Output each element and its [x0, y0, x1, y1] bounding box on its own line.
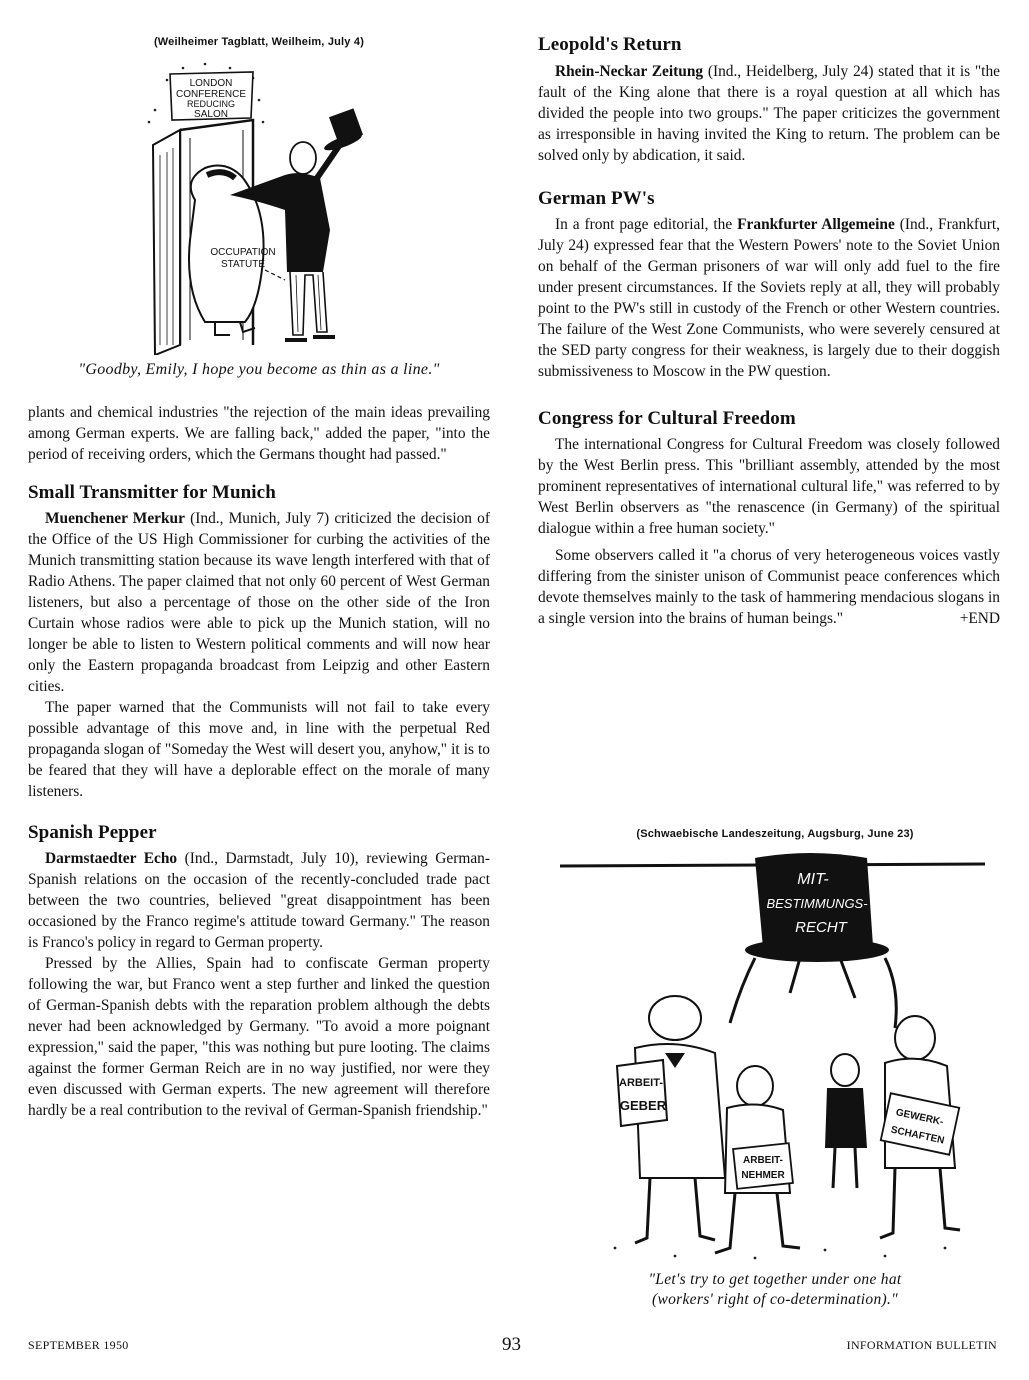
paragraph-text: In a front page editorial, the [555, 216, 738, 233]
paragraph [538, 545, 1000, 629]
paragraph: The international Congress for Cultural Freedom was closely followed by the West Berlin press. This "brilliant assembly, attended by the most prominent representatives of international cultural life," was referred to by West Berlin observers as "the renascence (in Germany) of the spiritual dialogue within a free human society." [538, 436, 1000, 537]
footer-date: SEPTEMBER 1950 [28, 1338, 129, 1352]
sign-gewerkschaften-1: GEWERK- [894, 1107, 945, 1128]
small-figure [825, 1054, 867, 1188]
intro-paragraph: plants and chemical industries "the rejection of the main ideas prevailing among German experts. We are falling back," added the paper, "into the period of receiving orders, which the Germans thought had passed." [28, 404, 490, 463]
sign-gewerkschaften-2: SCHAFTEN [889, 1124, 946, 1147]
page-number: 93 [502, 1334, 521, 1355]
cartoon1-caption: "Goodby, Emily, I hope you become as thin as a line." [78, 361, 440, 378]
hat-line-3: RECHT [795, 919, 847, 936]
paragraph-text: (Ind., Heidelberg, July 24) stated that it is "the fault of the King alone that there is a royal question at all which has divided the people into two groups." The paper criticizes the government as irresponsible in having invited the King to return. The problem can be solved only by abdication, it said. [538, 63, 1000, 164]
hat-line-1: MIT- [797, 871, 829, 888]
paragraph: Pressed by the Allies, Spain had to confiscate German property following the war, but Franco went a step further and linked the question of German-Spanish debts with the reparation problem although the debts never had been acknowledged by Germany. "To avoid a more poignant expression," said the paper, "this was nothing but pure looting. The claims against the former German Reich are in no way justified, nor were they even discussed with German experts. The new agreement will therefore hardly be a real contribution to the revival of German-Spanish friendship." [28, 955, 490, 1119]
hat-line-2: BESTIMMUNGS- [766, 896, 868, 911]
sign-line-3: REDUCING [186, 99, 236, 109]
sign-line-2: CONFERENCE [175, 89, 247, 100]
union-figure [880, 1016, 960, 1238]
cartoon-credit: (Weilheimer Tagblatt, Weilheim, July 4) [153, 36, 365, 48]
heading-small-transmitter: Small Transmitter for Munich [28, 482, 276, 503]
sign-arbeit-nehmer-2: NEHMER [741, 1170, 785, 1181]
open-door [153, 130, 180, 355]
worker-figure [715, 1066, 800, 1253]
heading-congress-cultural-freedom: Congress for Cultural Freedom [538, 408, 796, 429]
footer-publication: INFORMATION BULLETIN [846, 1338, 997, 1352]
cartoon2-credit: (Schwaebische Landeszeitung, Augsburg, June 23) [636, 828, 914, 840]
statute-label-2: STATUTE [220, 259, 266, 270]
paragraph [28, 508, 490, 697]
heading-leopolds-return: Leopold's Return [538, 34, 682, 55]
co-determination-hat [745, 853, 889, 962]
publication-name: Muenchener Merkur [45, 510, 185, 527]
publication-name: Darmstaedter Echo [45, 850, 178, 867]
caption-line-2: (workers' right of co-determination)." [652, 1291, 898, 1308]
publication-name: Frankfurter Allgemeine [737, 216, 895, 233]
end-mark: +END [959, 610, 1000, 627]
paragraph: The paper warned that the Communists will not fail to take every possible advantage of this move and, in line with the perpetual Red propaganda slogan of "Someday the West will desert you, anyhow," it is to be feared that they will have a deplorable effect on the morale of many listeners. [28, 699, 490, 800]
paragraph [538, 61, 1000, 166]
cartoon2-caption [555, 1270, 995, 1310]
paragraph-text: (Ind., Darmstadt, July 10), reviewing German-Spanish relations on the occasion of the recently-concluded trade pact between the two countries, believed "great disappointment has been occasioned by the Franco regime's attitude toward Germany." The reason is Franco's policy in regard to German property. [28, 850, 490, 951]
paragraph-text: Some observers called it "a chorus of very heterogeneous voices vastly differing from the sinister unison of Communist peace conferences which devote themselves mainly to the task of hammering mendacious slogans in a single version into the brains of human beings." [538, 547, 1000, 627]
ground-dots [614, 1247, 947, 1260]
sign-arbeit-geber-1: ARBEIT- [619, 1077, 663, 1089]
caption-line-1: "Let's try to get together under one hat [648, 1271, 902, 1288]
sign-line-4: SALON [194, 109, 228, 120]
employer-figure [617, 996, 725, 1243]
cartoon-occupation-statute [135, 60, 435, 355]
right-column [538, 34, 1000, 629]
heading-german-pws: German PW's [538, 188, 655, 209]
left-text [28, 402, 490, 1121]
sign-arbeit-geber-2: GEBER [619, 1098, 667, 1113]
paragraph-text: (Ind., Frankfurt, July 24) expressed fear that the Western Powers' note to the Soviet Union on behalf of the German prisoners of war will only add fuel to the fire under present circumstances. If the Soviets reply at all, they will probably point to the PW's still in custody of the French or other Western countries. The failure of the West Zone Communists, who were severely censured at the SED party congress for their weakness, is largely due to their doggish submissiveness to Moscow in the PW question. [538, 216, 1000, 380]
paragraph [538, 214, 1000, 382]
cartoon-mitbestimmungsrecht [555, 848, 995, 1266]
sign-line-1: LONDON [189, 78, 233, 89]
paragraph-text: (Ind., Munich, July 7) criticized the decision of the Office of the US High Commissioner for curbing the activities of the Munich transmitting station because its wave length interfered with that of Radio Athens. The paper claimed that not only 60 percent of West German listeners, but also a percentage of those on the other side of the Iron Curtain whose radios were able to pick up the Munich station, will no longer be able to listen to Western political comments and will now hear only the Eastern propaganda broadcast from Leipzig and other Eastern cities. [28, 510, 490, 695]
publication-name: Rhein-Neckar Zeitung [555, 63, 704, 80]
sign-arbeit-nehmer-1: ARBEIT- [743, 1155, 783, 1166]
heading-spanish-pepper: Spanish Pepper [28, 822, 157, 843]
paragraph [28, 848, 490, 953]
statute-label-1: OCCUPATION [210, 247, 276, 258]
